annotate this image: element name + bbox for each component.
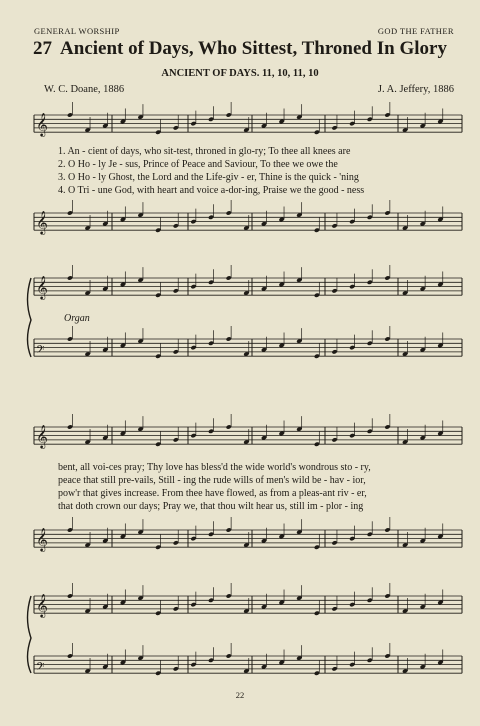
treble-clef: 𝄞 <box>36 112 48 137</box>
tune-name-meter: ANCIENT OF DAYS. 11, 10, 11, 10 <box>161 68 319 79</box>
treble-clef: 𝄞 <box>36 210 48 235</box>
words-author: W. C. Doane, 1886 <box>44 84 125 95</box>
hymn-title: Ancient of Days, Who Sittest, Throned In Glory <box>60 38 447 59</box>
organ-label: Organ <box>64 313 90 324</box>
verse-3-line-b: pow'r that gives increase. From thee have flowed, as from a pleas-ant riv - er, <box>58 488 367 499</box>
treble-clef: 𝄞 <box>36 527 48 552</box>
verse-4-line-a: 4. O Tri - une God, with heart and voice a-dor-ing, Praise we the good - ness <box>58 185 365 196</box>
verse-4-line-b: that doth crown our days; Pray we, that thou wilt hear us, still im - plor - ing <box>58 501 364 512</box>
page-number: 22 <box>235 690 245 700</box>
verse-2-line-a: 2. O Ho - ly Je - sus, Prince of Peace and Saviour, To thee we owe the <box>58 159 338 170</box>
verse-1-line-a: 1. An - cient of days, who sit-test, throned in glo-ry; To thee all knees are <box>58 146 351 157</box>
staff-lines <box>34 115 462 673</box>
system-braces <box>28 278 32 673</box>
clefs <box>36 112 48 676</box>
hymn-number: 27 <box>33 38 53 59</box>
treble-clef: 𝄞 <box>36 275 48 300</box>
treble-clef: 𝄞 <box>36 424 48 449</box>
bass-clef: 𝄢 <box>36 344 45 360</box>
verse-2-line-b: peace that still pre-vails, Still - ing the rude wills of men's wild be - hav - ior, <box>58 475 366 486</box>
verse-1-line-b: bent, all voi-ces pray; Thy love has bless'd the wide world's wondrous sto - ry, <box>58 462 371 473</box>
bass-clef: 𝄢 <box>36 661 45 677</box>
running-head-right: GOD THE FATHER <box>377 26 454 36</box>
bar-lines <box>34 115 462 673</box>
treble-clef: 𝄞 <box>36 593 48 618</box>
music-composer: J. A. Jeffery, 1886 <box>377 84 454 95</box>
verse-3-line-a: 3. O Ho - ly Ghost, the Lord and the Life-giv - er, Thine is the quick - 'ning <box>58 172 359 183</box>
running-head-left: GENERAL WORSHIP <box>34 26 120 36</box>
brace <box>28 278 32 357</box>
brace <box>28 596 32 673</box>
